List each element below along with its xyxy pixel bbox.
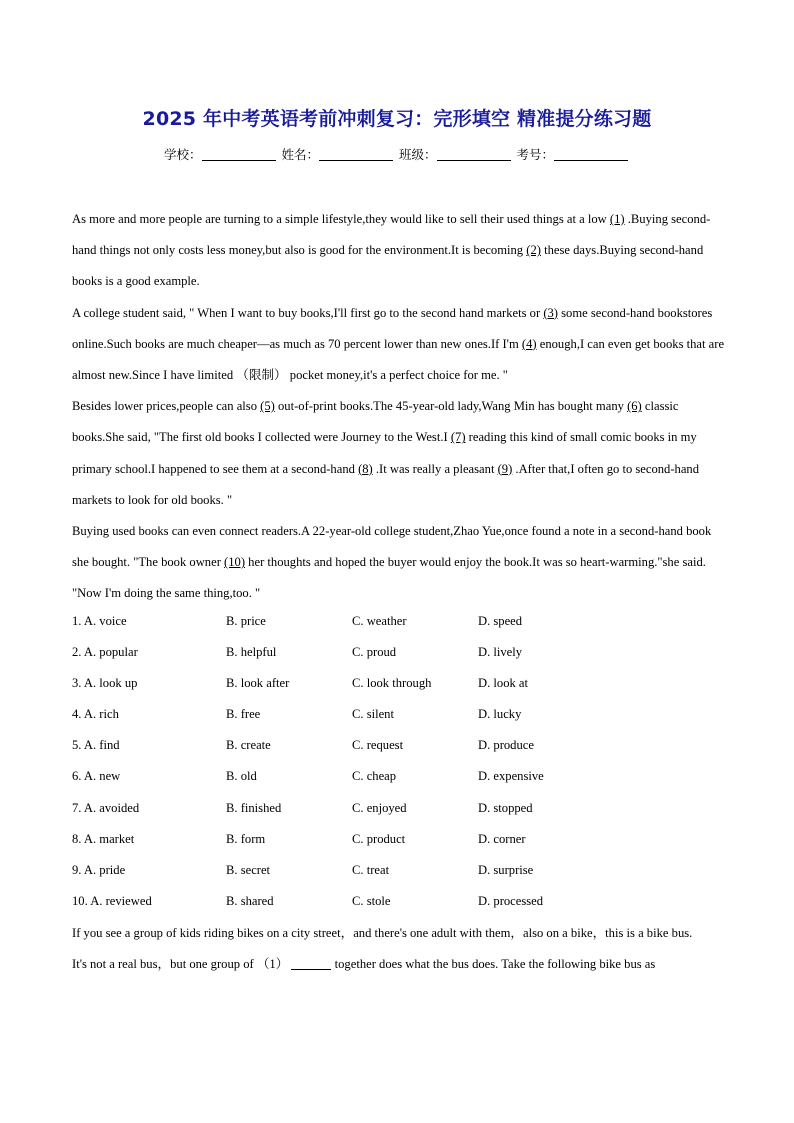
option-a[interactable]: 4. A. rich: [72, 707, 119, 722]
option-b[interactable]: B. secret: [226, 862, 271, 877]
option-a[interactable]: 2. A. popular: [72, 645, 138, 660]
option-a[interactable]: 8. A. market: [72, 831, 135, 846]
option-row: [72, 793, 726, 824]
text-run: .It was really a pleasant: [372, 461, 498, 476]
option-b[interactable]: B. helpful: [226, 645, 277, 660]
blank-3[interactable]: (3): [543, 305, 558, 320]
text-run: .Buying second-hand things not only costs less money,but also is good for the environment.It is becoming: [72, 212, 711, 258]
text-run: reading this kind of small comic books in my primary school.I happened to see them at a second-hand: [72, 430, 697, 476]
page-title: 2025 年中考英语考前冲刺复习：完形填空 精准提分练习题: [142, 108, 652, 130]
text-run: some second-hand bookstores online.Such books are much cheaper—as much as 70 percent lower than new ones.If I'm: [72, 305, 713, 351]
student-info-line: [0, 145, 794, 163]
paragraph-1: [72, 204, 726, 298]
blank-5[interactable]: (5): [260, 399, 275, 414]
option-row: [72, 699, 726, 730]
option-b[interactable]: B. price: [226, 614, 266, 628]
option-d[interactable]: D. stopped: [478, 800, 533, 815]
option-d[interactable]: D. corner: [478, 831, 526, 846]
option-c[interactable]: C. request: [352, 738, 404, 753]
name-label: 姓名：: [281, 147, 319, 162]
blank-10[interactable]: (10): [224, 555, 246, 570]
blank-1[interactable]: (1): [609, 212, 625, 226]
class-blank[interactable]: [437, 148, 511, 161]
text-run: enough,I can even get books that are almost new.Since I have limited （限制） pocket money,it's a perfect choice for me. ": [72, 336, 725, 383]
option-a[interactable]: 9. A. pride: [72, 862, 126, 877]
option-b[interactable]: B. create: [226, 738, 271, 753]
text-run: A college student said, " When I want to buy books,I'll first go to the second hand markets or: [72, 305, 544, 320]
text-run: these days.Buying second-hand books is a good example.: [72, 243, 704, 289]
paragraph-2: [72, 949, 726, 980]
text-run: It's not a real bus，but one group of （1）: [72, 957, 289, 972]
option-a[interactable]: 7. A. avoided: [72, 800, 140, 815]
blank-9[interactable]: (9): [497, 461, 513, 476]
paragraph-3: [72, 391, 726, 516]
answer-options: [72, 606, 726, 917]
option-row: [72, 855, 726, 886]
blank-8[interactable]: (8): [358, 461, 373, 476]
text-run: Buying used books can even connect readers.A 22-year-old college student,Zhao Yue,once found a note in a second-hand book she bought. "The book owner: [72, 524, 712, 570]
option-a[interactable]: 6. A. new: [72, 769, 121, 784]
option-a[interactable]: 5. A. find: [72, 738, 120, 753]
exam-no-label: 考号：: [516, 147, 554, 162]
option-d[interactable]: D. look at: [478, 676, 529, 691]
text-run: Besides lower prices,people can also: [72, 399, 261, 414]
option-b[interactable]: B. free: [226, 707, 261, 722]
option-d[interactable]: D. processed: [478, 893, 544, 908]
name-blank[interactable]: [319, 148, 393, 161]
text-run: out-of-print books.The 45-year-old lady,Wang Min has bought many: [274, 399, 628, 414]
option-row: [72, 606, 726, 637]
blank-2[interactable]: (2): [526, 243, 541, 258]
class-label: 班级：: [398, 147, 437, 162]
text-run: her thoughts and hoped the buyer would enjoy the book.It was so heart-warming."she said. "Now I'm doing the same thing,too. ": [72, 555, 706, 601]
text-run: .After that,I often go to second-hand markets to look for old books. ": [72, 461, 700, 507]
option-a[interactable]: 10. A. reviewed: [72, 893, 152, 908]
option-d[interactable]: D. lively: [478, 645, 523, 660]
option-d[interactable]: D. expensive: [478, 769, 544, 784]
exam-no-blank[interactable]: [554, 148, 628, 161]
option-c[interactable]: C. stole: [352, 893, 391, 908]
option-c[interactable]: C. product: [352, 831, 406, 846]
option-d[interactable]: D. surprise: [478, 862, 534, 877]
option-d[interactable]: D. lucky: [478, 707, 522, 722]
school-blank[interactable]: [202, 148, 276, 161]
option-d[interactable]: D. speed: [478, 614, 523, 628]
blank-4[interactable]: (4): [521, 336, 537, 351]
school-label: 学校：: [163, 147, 202, 162]
option-c[interactable]: C. weather: [352, 614, 407, 628]
text-run: As more and more people are turning to a simple lifestyle,they would like to sell their used things at a low: [72, 212, 610, 226]
paragraph-4: [72, 516, 726, 610]
option-row: [72, 637, 726, 668]
option-c[interactable]: C. enjoyed: [352, 800, 407, 815]
option-row: [72, 886, 726, 917]
option-b[interactable]: B. finished: [226, 800, 282, 815]
option-row: [72, 824, 726, 855]
text-run: classic books.She said, "The first old books I collected were Journey to the West.I: [72, 399, 679, 445]
option-b[interactable]: B. shared: [226, 893, 274, 908]
blank-1[interactable]: [291, 957, 331, 970]
option-c[interactable]: C. look through: [352, 676, 432, 691]
option-a[interactable]: 1. A. voice: [72, 614, 127, 628]
option-a[interactable]: 3. A. look up: [72, 676, 138, 691]
blank-7[interactable]: (7): [450, 430, 466, 445]
option-row: [72, 761, 726, 792]
cloze-passage-1: [72, 204, 726, 610]
option-b[interactable]: B. old: [226, 769, 257, 784]
paragraph-1: If you see a group of kids riding bikes on a city street，and there's one adult with them，also on a bike，this is a bike bus.: [72, 926, 693, 940]
option-c[interactable]: C. treat: [352, 862, 390, 877]
option-c[interactable]: C. cheap: [352, 769, 397, 784]
option-d[interactable]: D. produce: [478, 738, 534, 753]
paragraph-2: [72, 298, 726, 392]
option-b[interactable]: B. look after: [226, 676, 290, 691]
option-row: [72, 668, 726, 699]
option-c[interactable]: C. silent: [352, 707, 394, 722]
option-row: [72, 730, 726, 761]
text-run: together does what the bus does. Take the following bike bus as: [331, 957, 656, 972]
blank-6[interactable]: (6): [627, 399, 642, 414]
option-b[interactable]: B. form: [226, 831, 266, 846]
option-c[interactable]: C. proud: [352, 645, 397, 660]
cloze-passage-2: [72, 918, 726, 980]
